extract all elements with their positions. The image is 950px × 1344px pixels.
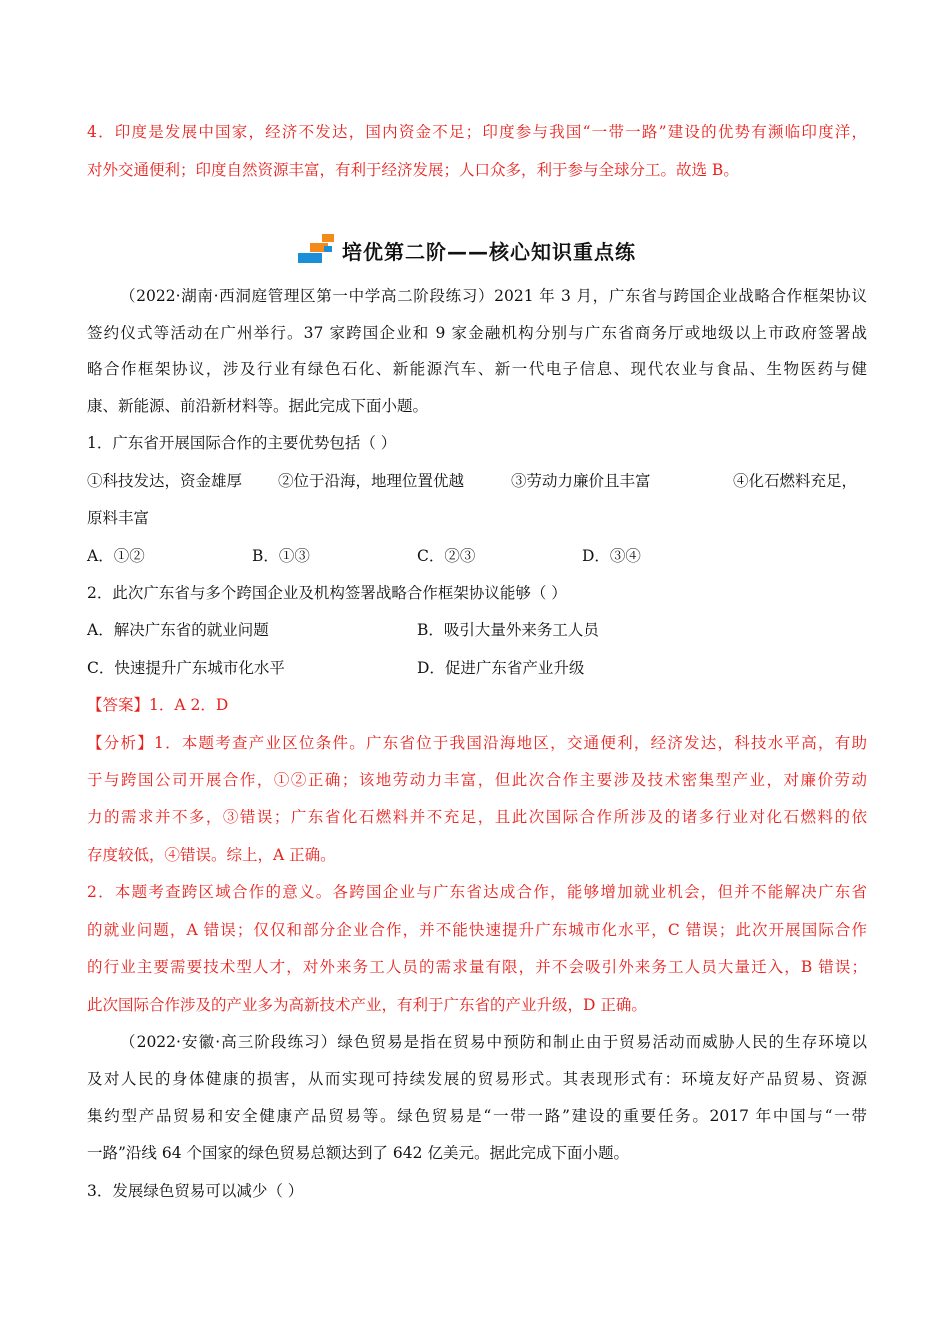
answer-line — [87, 695, 867, 715]
choice-d[interactable]: D．促进广东省产业升级 — [417, 659, 585, 677]
passage-line: 一路”沿线 64 个国家的绿色贸易总额达到了 642 亿美元。据此完成下面小题。 — [87, 1144, 629, 1162]
analysis-line: 力的需求并不多，③错误；广东省化石燃料并不充足，且此次国际合作所涉及的诸多行业对化石燃料的依 — [87, 808, 867, 826]
analysis-line: 存度较低，④错误。综上，A 正确。 — [87, 846, 336, 864]
choice-row — [87, 620, 867, 640]
question-stem: 2．此次广东省与多个跨国企业及机构签署战略合作框架协议能够（ ） — [87, 584, 567, 602]
passage-line: （2022·湖南·西洞庭管理区第一中学高二阶段练习）2021 年 3 月，广东省与跨国企业战略合作框架协议 — [120, 287, 867, 305]
section-header — [298, 232, 636, 268]
choice-a[interactable]: A．①② — [87, 547, 145, 565]
statement: ②位于沿海，地理位置优越 — [278, 472, 465, 490]
answer-text: 1．A 2．D — [149, 696, 229, 714]
answer-label: 【答案】 — [87, 696, 150, 714]
analysis-line — [87, 733, 867, 753]
choice-row — [87, 658, 867, 678]
statement-row — [87, 471, 867, 491]
choice-d[interactable]: D．③④ — [582, 547, 641, 565]
statement: ④化石燃料充足， — [733, 472, 858, 490]
passage-line: 及对人民的身体健康的损害，从而实现可持续发展的贸易形式。其表现形式有：环境友好产品贸易、资源 — [87, 1070, 867, 1088]
analysis-label: 【分析】 — [87, 734, 154, 752]
passage-line: 康、新能源、前沿新材料等。据此完成下面小题。 — [87, 397, 429, 415]
choice-b[interactable]: B．①③ — [252, 547, 310, 565]
passage-line: （2022·安徽·高三阶段练习）绿色贸易是指在贸易中预防和制止由于贸易活动而威胁人民的生存环境以 — [120, 1033, 867, 1051]
section-title: 培优第二阶——核心知识重点练 — [342, 239, 636, 264]
passage-line: 集约型产品贸易和安全健康产品贸易等。绿色贸易是“一带一路”建设的重要任务。2017 年中国与“一带 — [87, 1107, 867, 1125]
choice-row — [87, 546, 867, 566]
analysis-line: 的就业问题，A 错误；仅仅和部分企业合作，并不能快速提升广东城市化水平，C 错误；此次开展国际合作 — [87, 921, 867, 939]
passage-line: 略合作框架协议，涉及行业有绿色石化、新能源汽车、新一代电子信息、现代农业与食品、生物医药与健 — [87, 360, 867, 378]
analysis-text: 1．本题考查产业区位条件。广东省位于我国沿海地区，交通便利，经济发达，科技水平高，有助 — [153, 734, 867, 752]
statement: ①科技发达，资金雄厚 — [87, 472, 243, 490]
section-logo-icon — [298, 234, 336, 266]
analysis-line: 2．本题考查跨区域合作的意义。各跨国企业与广东省达成合作，能够增加就业机会，但并不能解决广东省 — [87, 883, 867, 901]
passage-line: 签约仪式等活动在广州举行。37 家跨国企业和 9 家金融机构分别与广东省商务厅或地级以上市政府签署战 — [87, 324, 867, 342]
analysis-line: 此次国际合作涉及的产业多为高新技术产业，有利于广东省的产业升级，D 正确。 — [87, 996, 647, 1014]
choice-c[interactable]: C．②③ — [417, 547, 476, 565]
analysis-line: 的行业主要需要技术型人才，对外来务工人员的需求量有限，并不会吸引外来务工人员大量迁入，B 错误； — [87, 958, 867, 976]
prev-answer-line: 4．印度是发展中国家，经济不发达，国内资金不足；印度参与我国“一带一路”建设的优势有濒临印度洋， — [87, 123, 867, 141]
analysis-line: 于与跨国公司开展合作，①②正确；该地劳动力丰富，但此次合作主要涉及技术密集型产业，对廉价劳动 — [87, 771, 867, 789]
choice-b[interactable]: B．吸引大量外来务工人员 — [417, 621, 599, 639]
prev-answer-line: 对外交通便利；印度自然资源丰富，有利于经济发展；人口众多，利于参与全球分工。故选 B。 — [87, 161, 739, 179]
statement: ③劳动力廉价且丰富 — [511, 472, 651, 490]
choice-c[interactable]: C．快速提升广东城市化水平 — [87, 659, 285, 677]
statement: 原料丰富 — [87, 509, 150, 527]
question-stem: 1．广东省开展国际合作的主要优势包括（ ） — [87, 434, 397, 452]
question-stem: 3．发展绿色贸易可以减少（ ） — [87, 1182, 304, 1200]
choice-a[interactable]: A．解决广东省的就业问题 — [87, 621, 269, 639]
